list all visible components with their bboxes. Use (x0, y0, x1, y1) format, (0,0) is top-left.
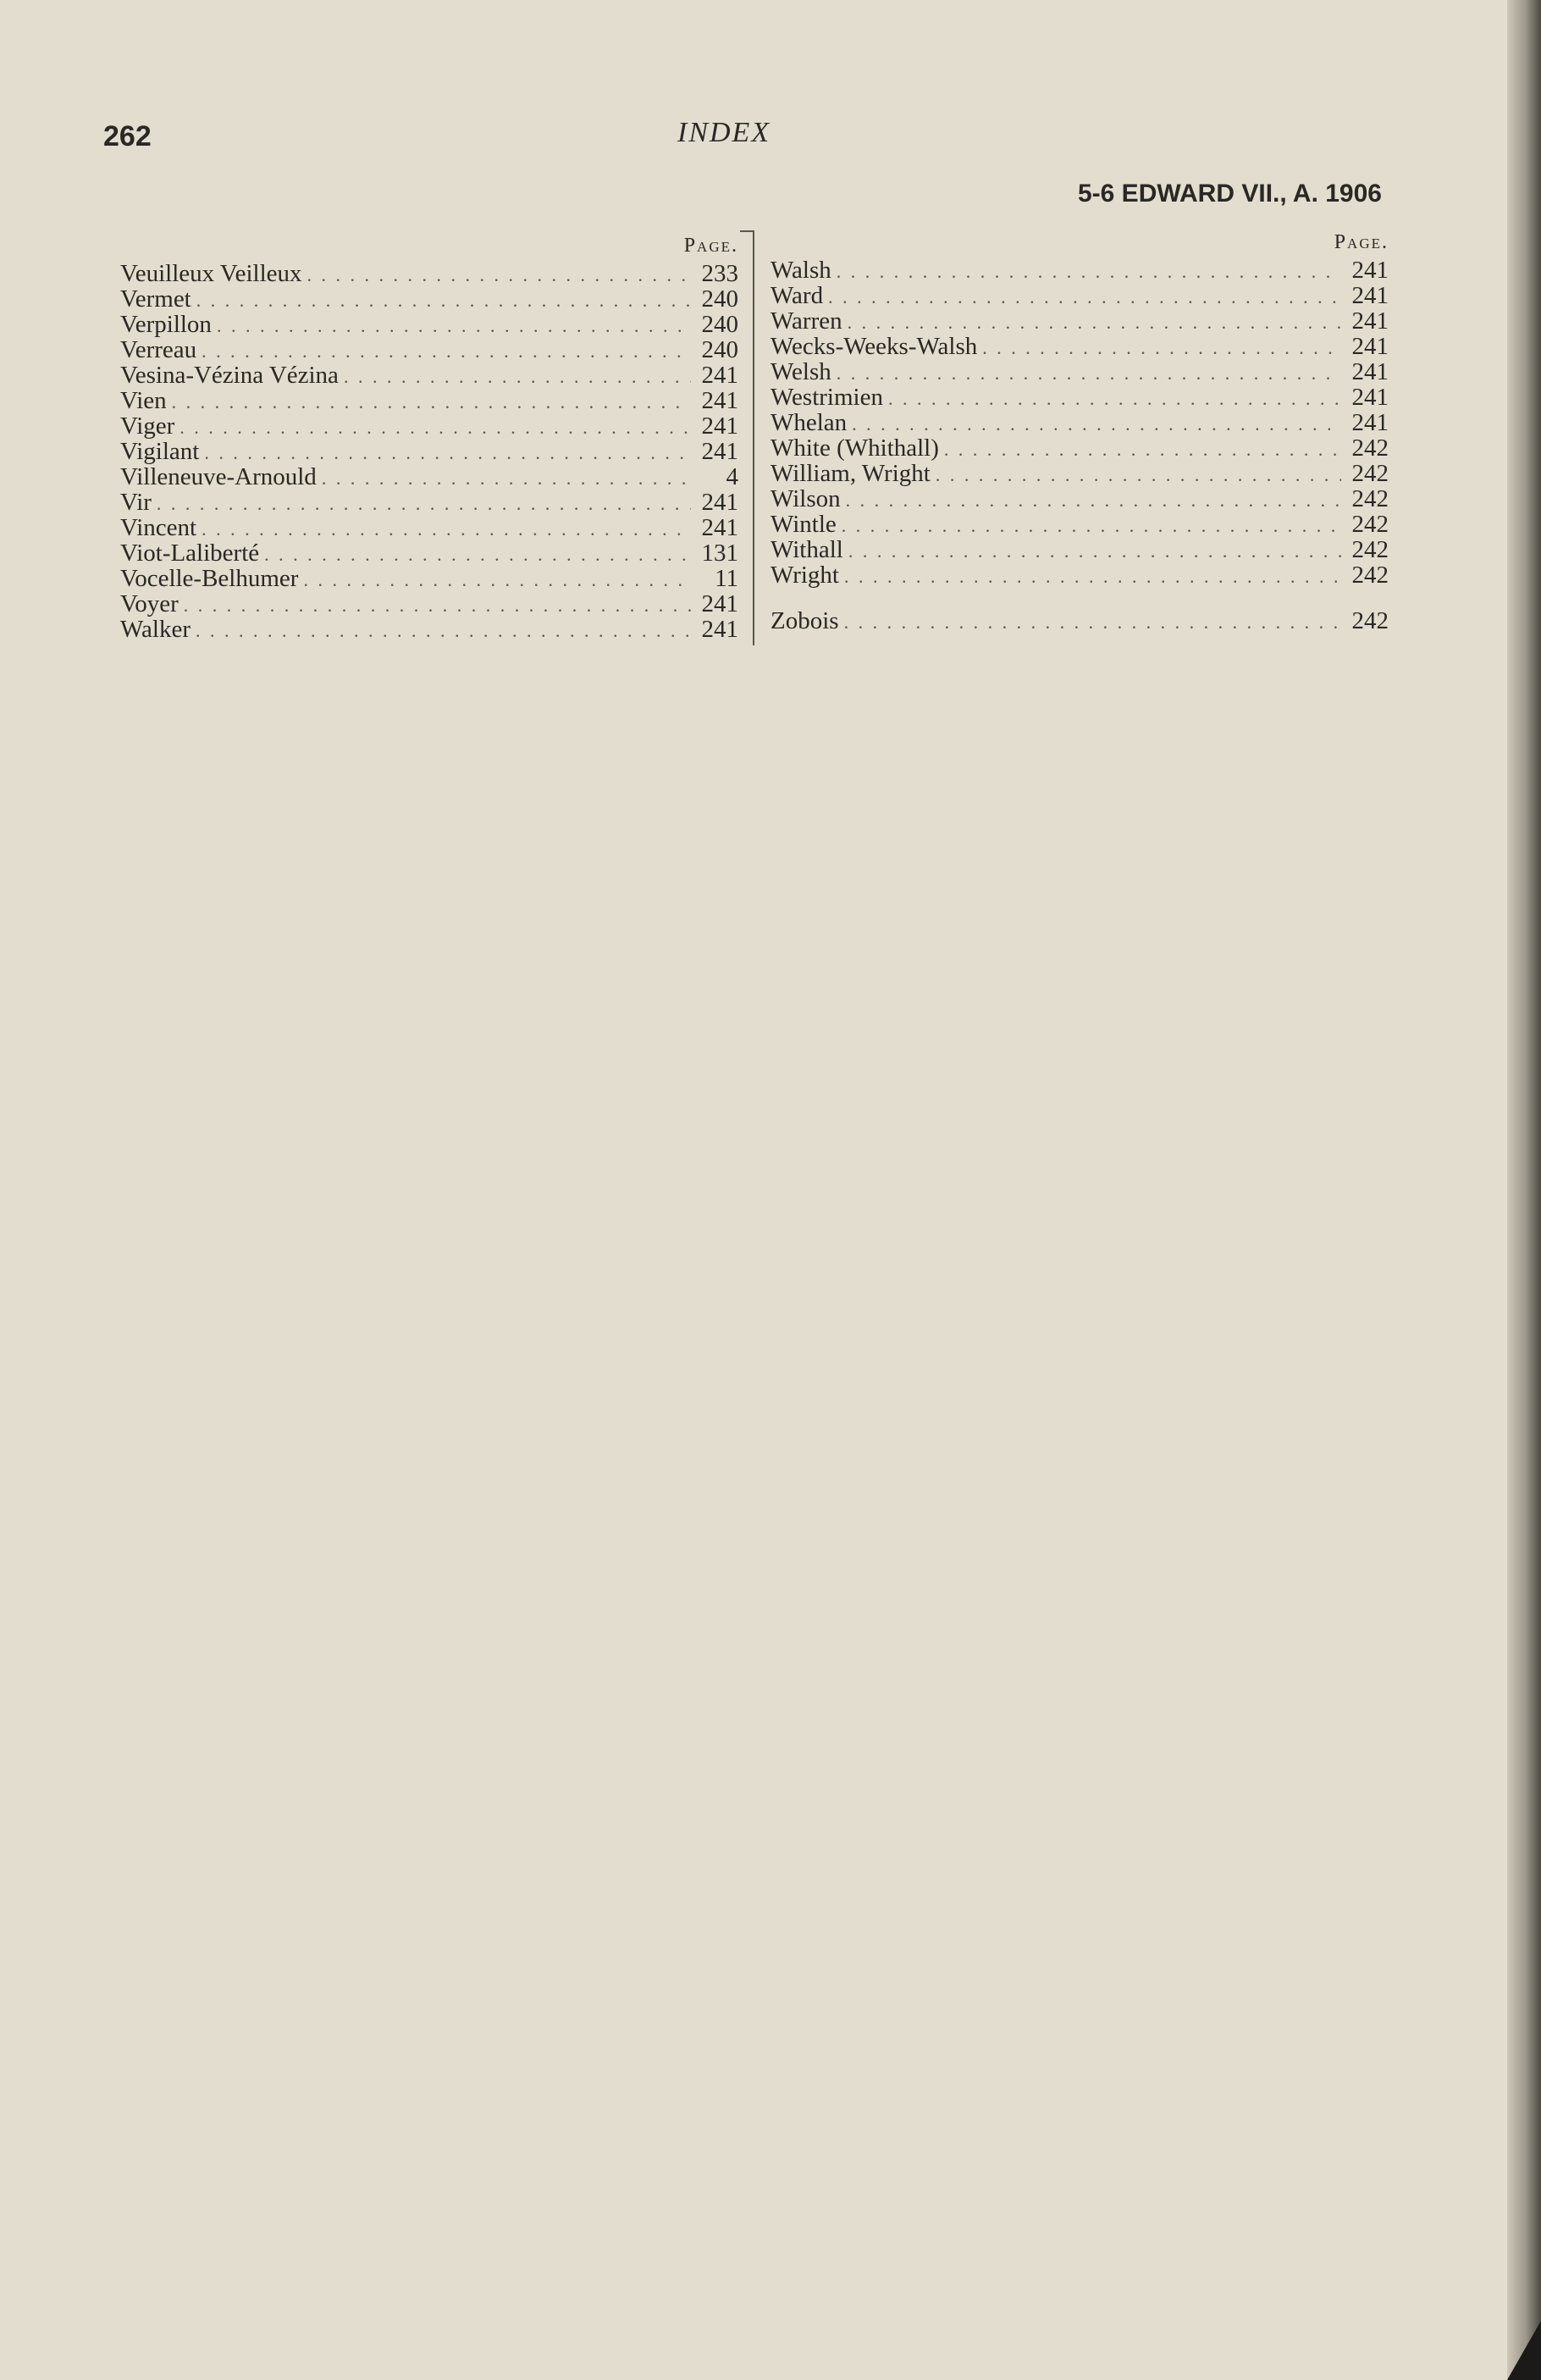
leader-dots (157, 491, 691, 517)
entry-page-number: 242 (1351, 562, 1389, 589)
entry-name: White (Whithall) (770, 434, 939, 462)
leader-dots (842, 513, 1341, 539)
entry-page-number: 242 (1351, 460, 1389, 487)
index-entry (120, 337, 738, 363)
page-number: 262 (103, 120, 152, 152)
leader-dots (202, 517, 691, 542)
index-entry (770, 334, 1389, 359)
column-divider-tick (740, 230, 754, 232)
leader-dots (828, 285, 1341, 310)
entry-page-number: 242 (1351, 485, 1389, 512)
entry-page-number: 241 (701, 616, 738, 643)
entry-page-number: 241 (701, 489, 738, 516)
index-entry (120, 312, 738, 337)
entry-name: Vien (120, 387, 167, 414)
entry-name: Verreau (120, 336, 197, 363)
leader-dots (837, 259, 1341, 285)
index-entry (120, 413, 738, 439)
entry-page-number: 240 (701, 285, 738, 313)
index-entry (770, 608, 1389, 634)
entry-name: Vermet (120, 285, 191, 313)
index-entry (120, 490, 738, 515)
leader-dots (264, 542, 691, 567)
index-entry (770, 257, 1389, 283)
entry-name: Vesina-Vézina Vézina (120, 362, 339, 389)
entry-name: Warren (770, 307, 842, 335)
entry-list-right (770, 257, 1389, 588)
entry-page-number: 241 (701, 362, 738, 389)
entry-page-number: 241 (701, 412, 738, 440)
entry-page-number: 242 (1351, 511, 1389, 538)
entry-name: Villeneuve-Arnould (120, 463, 317, 490)
entry-page-number: 131 (701, 540, 738, 567)
index-entry (770, 283, 1389, 308)
entry-page-number: 4 (726, 463, 738, 490)
leader-dots (196, 618, 691, 644)
leader-dots (172, 390, 691, 415)
index-entry (770, 562, 1389, 588)
entry-page-number: 242 (1351, 434, 1389, 462)
leader-dots (944, 437, 1341, 462)
entry-list-left (120, 261, 738, 642)
entry-page-number: 233 (701, 260, 738, 287)
entry-name: Westrimien (770, 384, 883, 411)
index-entry (770, 461, 1389, 486)
index-entry (120, 591, 738, 617)
entry-list-right-after-gap (770, 608, 1389, 634)
entry-page-number: 242 (1351, 536, 1389, 563)
entry-name: Vocelle-Belhumer (120, 565, 299, 592)
leader-dots (307, 263, 691, 288)
index-entry (120, 540, 738, 566)
page-column-header: Page. (683, 235, 738, 257)
entry-page-number: 241 (1351, 257, 1389, 284)
entry-name: Veuilleux Veilleux (120, 260, 302, 287)
entry-page-number: 11 (715, 565, 738, 592)
leader-dots (844, 564, 1341, 589)
leader-dots (936, 462, 1341, 488)
leader-dots (852, 412, 1341, 437)
entry-page-number: 241 (701, 387, 738, 414)
entry-name: Vigilant (120, 438, 200, 465)
entry-name: Vir (120, 489, 152, 516)
index-entry (120, 261, 738, 286)
index-entry (120, 439, 738, 464)
leader-dots (846, 488, 1341, 513)
entry-page-number: 240 (701, 336, 738, 363)
entry-page-number: 240 (701, 311, 738, 338)
entry-gap (770, 588, 1389, 608)
index-entry (770, 410, 1389, 435)
leader-dots (217, 313, 691, 339)
leader-dots (344, 364, 691, 390)
leader-dots (837, 361, 1341, 386)
index-entry (770, 537, 1389, 562)
leader-dots (204, 440, 691, 466)
column-divider (753, 230, 754, 645)
index-entry (770, 512, 1389, 537)
leader-dots (982, 335, 1341, 361)
entry-name: Walsh (770, 257, 831, 284)
entry-name: Verpillon (120, 311, 212, 338)
index-entry (770, 359, 1389, 385)
index-column-left (120, 230, 738, 642)
entry-name: Ward (770, 282, 824, 309)
leader-dots (303, 567, 691, 593)
entry-page-number: 241 (1351, 384, 1389, 411)
entry-name: Viot-Laliberté (120, 540, 260, 567)
entry-page-number: 241 (701, 438, 738, 465)
entry-name: Wright (770, 562, 839, 589)
entry-page-number: 241 (1351, 358, 1389, 385)
index-entry (120, 515, 738, 540)
index-entry (120, 363, 738, 388)
entry-page-number: 241 (701, 590, 738, 617)
index-entry (120, 566, 738, 591)
edition-label: 5-6 EDWARD VII., A. 1906 (1077, 180, 1382, 208)
leader-dots (844, 610, 1341, 635)
index-entry (120, 286, 738, 312)
entry-name: Vincent (120, 514, 197, 541)
entry-name: William, Wright (770, 460, 931, 487)
entry-page-number: 241 (1351, 282, 1389, 309)
page-column-header: Page. (1334, 231, 1389, 253)
leader-dots (322, 466, 691, 491)
entry-name: Welsh (770, 358, 831, 385)
entry-name: Whelan (770, 409, 848, 436)
entry-page-number: 241 (1351, 409, 1389, 436)
entry-name: Walker (120, 616, 191, 643)
entry-page-number: 242 (1351, 607, 1389, 634)
entry-page-number: 241 (1351, 333, 1389, 360)
page-edge-shadow (1507, 0, 1541, 2380)
entry-page-number: 241 (1351, 307, 1389, 335)
entry-name: Wilson (770, 485, 841, 512)
leader-dots (184, 593, 691, 618)
leader-dots (202, 339, 691, 364)
index-entry (770, 308, 1389, 334)
index-entry (120, 617, 738, 642)
entry-name: Zobois (770, 607, 839, 634)
leader-dots (848, 310, 1341, 335)
index-entry (770, 435, 1389, 461)
entry-name: Withall (770, 536, 843, 563)
page-corner (1507, 2321, 1541, 2380)
leader-dots (848, 539, 1341, 564)
page-title: INDEX (677, 117, 771, 148)
entry-name: Viger (120, 412, 175, 440)
index-entry (120, 464, 738, 490)
entry-name: Wecks-Weeks-Walsh (770, 333, 978, 360)
index-column-right (770, 230, 1389, 634)
index-entry (770, 385, 1389, 410)
entry-name: Wintle (770, 511, 837, 538)
leader-dots (180, 415, 691, 440)
leader-dots (196, 288, 691, 313)
index-entry (120, 388, 738, 413)
entry-name: Voyer (120, 590, 179, 617)
leader-dots (888, 386, 1341, 412)
entry-page-number: 241 (701, 514, 738, 541)
index-entry (770, 486, 1389, 512)
